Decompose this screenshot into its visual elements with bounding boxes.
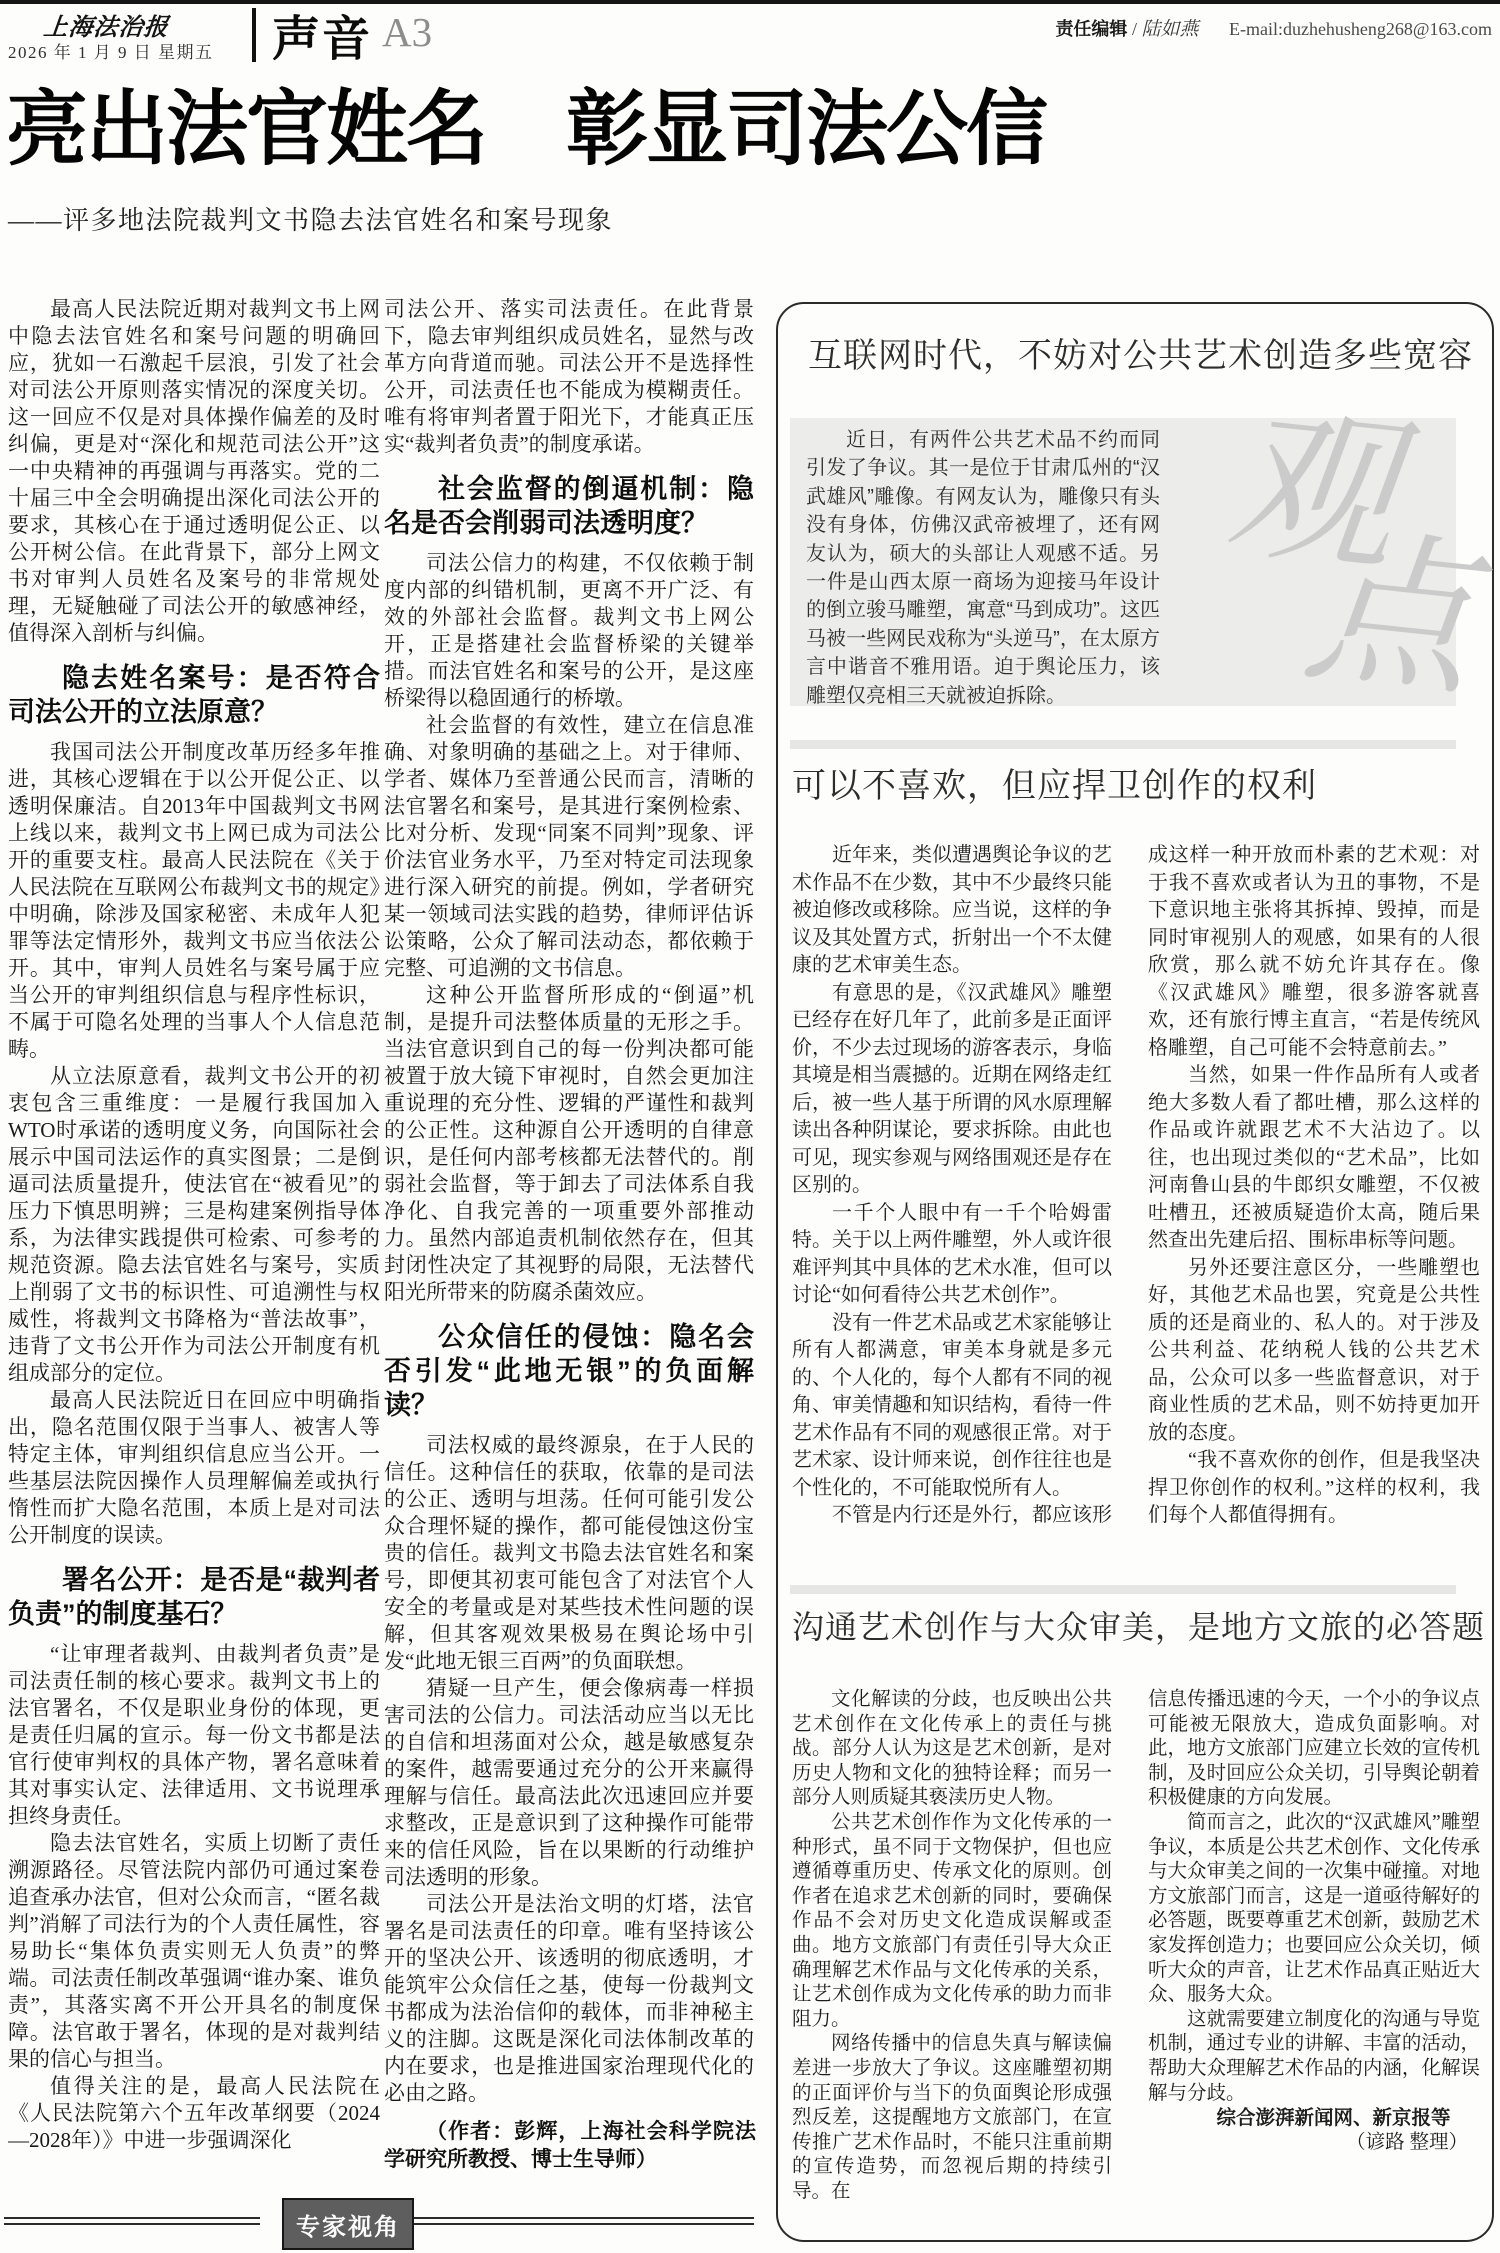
paragraph: 猜疑一旦产生，便会像病毒一样损害司法的公信力。司法活动应当以无比的自信和坦荡面对公众，越是敏感复杂的案件，越需要通过充分的公开来赢得理解与信任。最高法此次迅速回应并要求整改，正是意识到了这种操作可能带来的信任风险，旨在以果断的行动维护司法透明的形象。 (384, 1676, 754, 1889)
paragraph: 这就需要建立制度化的沟通与导览机制，通过专业的讲解、丰富的活动，帮助大众理解艺术作品的内涵，化解误解与分歧。 (1148, 2008, 1480, 2104)
paragraph: 成这样一种开放而朴素的艺术观：对于我不喜欢或者认为丑的事物，不是下意识地主张将其拆掉、毁掉，而是同时审视别人的观感，如果有的人很欣赏，那么就不妨允许其存在。像《汉武雄风》雕塑，很多游客就喜欢，还有旅行博主直言，“若是传统风格雕塑，自己可能不会特意前去。” (1148, 844, 1480, 1059)
paragraph: 信息传播迅速的今天，一个小的争议点可能被无限放大，造成负面影响。对此，地方文旅部门应建立长效的宣传机制，及时回应公众关切，引导舆论朝着积极健康的方向发展。 (1148, 1689, 1480, 1809)
article-column-2 (384, 296, 754, 2112)
paragraph: 隐去法官姓名，实质上切断了责任溯源路径。尽管法院内部仍可通过案卷追查承办法官，但对公众而言，“匿名裁判”消解了司法行为的个人责任属性，容易助长“集体负责实则无人负责”的弊端。司法责任制改革强调“谁办案、谁负责”，其落实离不开公开具名的制度保障。法官敢于署名，体现的是对裁判结果的信心与担当。 (8, 1831, 380, 2071)
sub-headline: ——评多地法院裁判文书隐去法官姓名和案号现象 (8, 206, 614, 235)
paragraph: 近年来，类似遭遇舆论争议的艺术作品不在少数，其中不少最终只能被迫修改或移除。应当说，这样的争议及其处置方式，折射出一个不太健康的艺术审美生态。 (792, 844, 1112, 976)
expert-view-tab: 专家视角 (282, 2198, 414, 2250)
editor-email: E-mail:duzhehusheng268@163.com (1228, 19, 1492, 39)
credit-source: 综合澎湃新闻网、新京报等 (1216, 2107, 1451, 2130)
editor-label: 责任编辑 (1055, 19, 1128, 39)
opinion-title-3: 沟通艺术创作与大众审美，是地方文旅的必答题 (792, 1609, 1486, 1645)
paragraph: 公共艺术创作作为文化传承的一种形式，虽不同于文物保护，但也应遵循尊重历史、传承文化的原则。创作者在追求艺术创新的同时，要确保作品不会对历史文化造成误解或歪曲。地方文旅部门有责任引导大众正确理解艺术作品与文化传承的关系，让艺术创作成为文化传承的助力而非阻力。 (792, 1811, 1112, 2030)
watermark-dian: 点 (1296, 507, 1484, 721)
section-divider-bar (790, 740, 1456, 749)
opinion-lead-text: 近日，有两件公共艺术品不约而同引发了争议。其一是位于甘肃瓜州的“汉武雄风”雕像。有网友认为，雕像只有头没有身体，仿佛汉武帝被埋了，还有网友认为，硕大的头部让人观感不适。另一件是山西太原一商场为迎接马年设计的倒立骏马雕塑，寓意“马到成功”。这匹马被一些网民戏称为“头逆马”，在太原方言中谐音不雅用语。迫于舆论压力，该雕塑仅亮相三天就被迫拆除。 (806, 429, 1160, 707)
main-headline: 亮出法官姓名 彰显司法公信 (6, 84, 1047, 175)
section-title: 声音 (272, 13, 373, 66)
editor-line (1055, 14, 1492, 41)
paragraph: 不管是内行还是外行，都应该形 (832, 1504, 1112, 1526)
opinion-title-2: 可以不喜欢，但应捍卫创作的权利 (792, 767, 1317, 805)
paragraph: 当然，如果一件作品所有人或者绝大多数人看了都吐槽，那么这样的作品或许就跟艺术不大沾边了。以往，也出现过类似的“艺术品”，比如河南鲁山县的牛郎织女雕塑，不仅被吐槽丑，还被质疑造价太高，随后果然查出先建后招、围标串标等问题。 (1148, 1064, 1480, 1251)
opinion2-column-right (1148, 842, 1480, 1578)
paragraph: 司法权威的最终源泉，在于人民的信任。这种信任的获取，依靠的是司法的公正、透明与坦荡。任何可能引发公众合理怀疑的操作，都可能侵蚀这份宝贵的信任。裁判文书隐去法官姓名和案号，即便其初衷可能包含了对法官个人安全的考量或是对某些技术性问题的误解，但其客观效果极易在舆论场中引发“此地无银三百两”的负面联想。 (384, 1433, 754, 1673)
page-number: A3 (382, 9, 433, 55)
opinion3-column-right (1148, 1688, 1480, 2228)
paragraph: 简而言之，此次的“汉武雄风”雕塑争议，本质是公共艺术创作、文化传承与大众审美之间的一次集中碰撞。对地方文旅部门而言，这是一道亟待解好的必答题，既要尊重艺术创新，鼓励艺术家发挥创造力；也要回应公众关切，倾听大众的声音，让艺术作品真正贴近大众、服务大众。 (1148, 1811, 1480, 2006)
footer-rule-right (402, 2217, 754, 2225)
paragraph: 值得关注的是，最高人民法院在《人民法院第六个五年改革纲要（2024—2028年）》中进一步强调深化 (8, 2074, 380, 2152)
article-subhead: 隐去姓名案号：是否符合司法公开的立法原意？ (8, 663, 380, 727)
paragraph: 文化解读的分歧，也反映出公共艺术创作在文化传承上的责任与挑战。部分人认为这是艺术创新，是对历史人物和文化的独特诠释；而另一部分人则质疑其亵渎历史人物。 (792, 1689, 1112, 1809)
article-column-1 (8, 296, 380, 2230)
paragraph: 司法公信力的构建，不仅依赖于制度内部的纠错机制，更离不开广泛、有效的外部社会监督。裁判文书上网公开，正是搭建社会监督桥梁的关键举措。而法官姓名和案号的公开，是这座桥梁得以稳固通行的桥墩。 (384, 551, 754, 710)
paragraph: 社会监督的有效性，建立在信息准确、对象明确的基础之上。对于律师、学者、媒体乃至普通公民而言，清晰的法官署名和案号，是其进行案例检索、比对分析、发现“同案不同判”现象、评价法官业务水平，乃至对特定司法现象进行深入研究的前提。例如，学者研究某一领域司法实践的趋势，律师评估诉讼策略，公众了解司法动态，都依赖于完整、可追溯的文书信息。 (384, 713, 754, 980)
paragraph: 网络传播中的信息失真与解读偏差进一步放大了争议。这座雕塑初期的正面评价与当下的负面舆论形成强烈反差，这提醒地方文旅部门，在宣传推广艺术作品时，不能只注重前期的宣传造势，而忽视后期的持续引导。在 (792, 2033, 1112, 2202)
opinion2-column-left (792, 842, 1112, 1578)
article-subhead: 署名公开：是否是“裁判者负责”的制度基石？ (8, 1565, 380, 1629)
masthead-divider (252, 8, 256, 62)
credit-editor: （谚路 整理） (1346, 2131, 1468, 2153)
editor-slash: / (1127, 19, 1142, 39)
top-rule (0, 0, 1500, 4)
opinion-box (776, 302, 1494, 2242)
paragraph: 有意思的是，《汉武雄风》雕塑已经存在好几年了，此前多是正面评价，不少去过现场的游客表示，身临其境是相当震撼的。近期在网络走红后，被一些人基于所谓的风水原理解读出各种阴谋论，要求拆除。由此也可见，现实参观与网络围观还是存在区别的。 (792, 981, 1112, 1196)
section-divider-bar (790, 1585, 1456, 1594)
article-subhead: 社会监督的倒逼机制：隐名是否会削弱司法透明度？ (384, 474, 754, 538)
paragraph: “我不喜欢你的创作，但是我坚决捍卫你创作的权利。”这样的权利，我们每个人都值得拥有。 (1148, 1449, 1480, 1526)
paragraph: 从立法原意看，裁判文书公开的初衷包含三重维度：一是履行我国加入WTO时承诺的透明度义务，向国际社会展示中国司法运作的真实图景；二是倒逼司法质量提升，使法官在“被看见”的压力下慎思明辨；三是构建案例指导体系，为法律实践提供可检索、可参考的规范资源。隐去法官姓名与案号，实质上削弱了文书的标识性、可追溯性与权威性，将裁判文书降格为“普法故事”，违背了文书公开作为司法公开制度有机组成部分的定位。 (8, 1064, 380, 1385)
issue-date: 2026 年 1 月 9 日 星期五 (8, 43, 214, 62)
editor-name: 陆如燕 (1141, 19, 1199, 40)
opinion-title-1: 互联网时代，不妨对公共艺术创造多些宽容 (808, 337, 1473, 375)
opinion-lead-panel (790, 383, 1484, 721)
paragraph: 没有一件艺术品或艺术家能够让所有人都满意，审美本身就是多元的、个人化的，每个人都有不同的视角、审美情趣和知识结构，看待一件艺术作品有不同的观感很正常。对于艺术家、设计师来说，创作往往也是个性化的，不可能取悦所有人。 (792, 1311, 1112, 1499)
paragraph: “让审理者裁判、由裁判者负责”是司法责任制的核心要求。裁判文书上的法官署名，不仅是职业身份的体现，更是责任归属的宣示。每一份文书都是法官行使审判权的具体产物，署名意味着其对事实认定、法律适用、文书说理承担终身责任。 (8, 1642, 380, 1828)
paragraph: 最高人民法院近期对裁判文书上网中隐去法官姓名和案号问题的明确回应，犹如一石激起千层浪，引发了社会对司法公开原则落实情况的深度关切。这一回应不仅是对具体操作偏差的及时纠偏，更是对“深化和规范司法公开”这一中央精神的再强调与再落实。党的二十届三中全会明确提出深化司法公开的要求，其核心在于通过透明促公正、以公开树公信。在此背景下，部分上网文书对审判人员姓名及案号的非常规处理，无疑触碰了司法公开的敏感神经，值得深入剖析与纠偏。 (8, 297, 380, 645)
paragraph: 另外还要注意区分，一些雕塑也好，其他艺术品也罢，究竟是公共性质的还是商业的、私人的。对于涉及公共利益、花纳税人钱的公共艺术品，公众可以多一些监督意识，对于商业性质的艺术品，则不妨持更加开放的态度。 (1148, 1256, 1480, 1444)
paragraph: 一千个人眼中有一千个哈姆雷特。关于以上两件雕塑，外人或许很难评判其中具体的艺术水准，但可以讨论“如何看待公共艺术创作”。 (792, 1201, 1112, 1306)
author-byline: （作者：彭辉，上海社会科学院法学研究所教授、博士生导师） (384, 2120, 756, 2171)
paragraph: 这种公开监督所形成的“倒逼”机制，是提升司法整体质量的无形之手。当法官意识到自己的每一份判决都可能被置于放大镜下审视时，自然会更加注重说理的充分性、逻辑的严谨性和裁判的公正性。这种源自公开透明的自律意识，是任何内部考核都无法替代的。削弱社会监督，等于卸去了司法体系自我净化、自我完善的一项重要外部推动力。虽然内部追责机制依然存在，但其封闭性决定了其视野的局限，无法替代阳光所带来的防腐杀菌效应。 (384, 983, 754, 1304)
paper-logo: 上海法治报 (42, 15, 170, 41)
paragraph: 我国司法公开制度改革历经多年推进，其核心逻辑在于以公开促公正、以透明保廉洁。自2013年中国裁判文书网上线以来，裁判文书上网已成为司法公开的重要支柱。最高人民法院在《关于人民法院在互联网公布裁判文书的规定》中明确，除涉及国家秘密、未成年人犯罪等法定情形外，裁判文书应当依法公开。其中，审判人员姓名与案号属于应当公开的审判组织信息与程序性标识，不属于可隐名处理的当事人个人信息范畴。 (8, 740, 380, 1061)
paragraph: 司法公开、落实司法责任。在此背景下，隐去审判组织成员姓名，显然与改革方向背道而驰。司法公开不是选择性公开，司法责任也不能成为模糊责任。唯有将审判者置于阳光下，才能真正压实“裁判者负责”的制度承诺。 (384, 297, 754, 456)
paragraph: 最高人民法院近日在回应中明确指出，隐名范围仅限于当事人、被害人等特定主体，审判组织信息应当公开。一些基层法院因操作人员理解偏差或执行惰性而扩大隐名范围，本质上是对司法公开制度的误读。 (8, 1388, 380, 1547)
paragraph: 司法公开是法治文明的灯塔，法官署名是司法责任的印章。唯有坚持该公开的坚决公开、该透明的彻底透明，才能筑牢公众信任之基，使每一份裁判文书都成为法治信仰的载体，而非神秘主义的注脚。这既是深化司法体制改革的内在要求，也是推进国家治理现代化的必由之路。 (384, 1892, 754, 2105)
opinion3-column-left (792, 1688, 1112, 2228)
watermark-guan: 观 (1218, 383, 1406, 597)
article-subhead: 公众信任的侵蚀：隐名会否引发“此地无银”的负面解读？ (384, 1322, 754, 1420)
footer-rule-left (4, 2217, 260, 2225)
